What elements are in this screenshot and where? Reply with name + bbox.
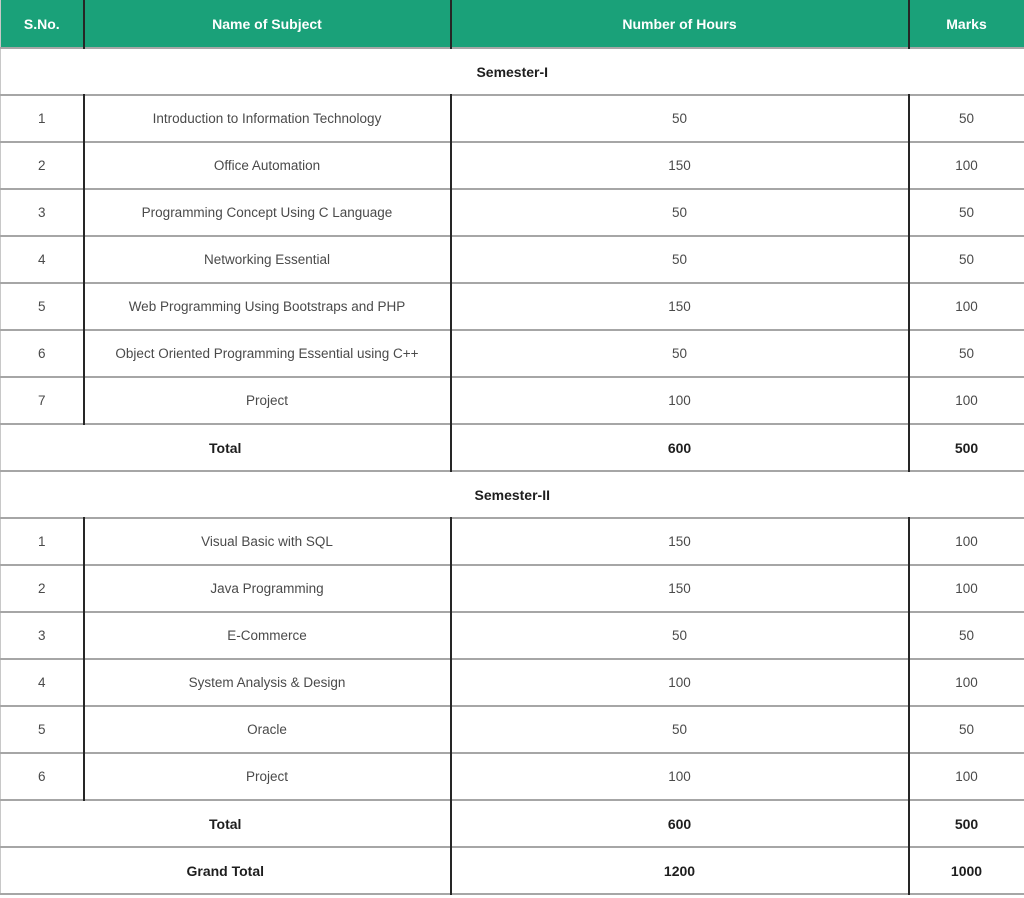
cell-subject: Web Programming Using Bootstraps and PHP: [84, 283, 451, 330]
cell-hours: 150: [451, 518, 909, 565]
cell-subject: Java Programming: [84, 565, 451, 612]
cell-marks: 100: [909, 565, 1024, 612]
cell-sno: 6: [1, 330, 84, 377]
cell-subject: Office Automation: [84, 142, 451, 189]
cell-marks: 50: [909, 706, 1024, 753]
cell-sno: 4: [1, 236, 84, 283]
table-row: [1, 142, 1024, 189]
cell-sno: 5: [1, 283, 84, 330]
cell-hours: 50: [451, 95, 909, 142]
column-header-sno: S.No.: [1, 0, 84, 48]
section-header-semester-2: [1, 471, 1024, 518]
table-row: [1, 659, 1024, 706]
cell-subject: Oracle: [84, 706, 451, 753]
header-row: [1, 0, 1024, 48]
cell-hours: 50: [451, 612, 909, 659]
table-row: [1, 565, 1024, 612]
table-row: [1, 518, 1024, 565]
total-marks: 500: [909, 424, 1024, 471]
grand-total-label: Grand Total: [1, 847, 451, 894]
column-header-subject: Name of Subject: [84, 0, 451, 48]
table-row: [1, 189, 1024, 236]
section-header-semester-1: [1, 48, 1024, 95]
table-row: [1, 377, 1024, 424]
section-title: Semester-I: [476, 63, 549, 80]
cell-sno: 3: [1, 189, 84, 236]
column-header-marks: Marks: [909, 0, 1024, 48]
cell-hours: 100: [451, 753, 909, 800]
cell-hours: 50: [451, 189, 909, 236]
cell-hours: 150: [451, 283, 909, 330]
cell-marks: 100: [909, 518, 1024, 565]
cell-subject: Object Oriented Programming Essential using C++: [84, 330, 451, 377]
table-row: [1, 236, 1024, 283]
cell-sno: 7: [1, 377, 84, 424]
table-row: [1, 95, 1024, 142]
total-marks: 500: [909, 800, 1024, 847]
cell-marks: 50: [909, 236, 1024, 283]
cell-hours: 50: [451, 330, 909, 377]
cell-hours: 50: [451, 706, 909, 753]
cell-hours: 100: [451, 659, 909, 706]
cell-sno: 2: [1, 142, 84, 189]
table-row: [1, 330, 1024, 377]
grand-total-hours: 1200: [451, 847, 909, 894]
cell-marks: 100: [909, 659, 1024, 706]
cell-marks: 100: [909, 753, 1024, 800]
cell-sno: 3: [1, 612, 84, 659]
column-header-hours: Number of Hours: [451, 0, 909, 48]
cell-marks: 100: [909, 283, 1024, 330]
semester-2-total-row: [1, 800, 1024, 847]
cell-sno: 5: [1, 706, 84, 753]
cell-subject: Networking Essential: [84, 236, 451, 283]
total-hours: 600: [451, 424, 909, 471]
cell-sno: 1: [1, 518, 84, 565]
total-label: Total: [1, 424, 451, 471]
cell-subject: Project: [84, 753, 451, 800]
cell-marks: 100: [909, 142, 1024, 189]
cell-marks: 100: [909, 377, 1024, 424]
section-title: Semester-II: [474, 486, 550, 503]
cell-marks: 50: [909, 612, 1024, 659]
cell-subject: E-Commerce: [84, 612, 451, 659]
grand-total-row: [1, 847, 1024, 894]
cell-marks: 50: [909, 95, 1024, 142]
cell-marks: 50: [909, 330, 1024, 377]
cell-sno: 6: [1, 753, 84, 800]
cell-subject: Project: [84, 377, 451, 424]
total-label: Total: [1, 800, 451, 847]
cell-subject: Programming Concept Using C Language: [84, 189, 451, 236]
cell-sno: 4: [1, 659, 84, 706]
total-hours: 600: [451, 800, 909, 847]
cell-hours: 50: [451, 236, 909, 283]
table-row: [1, 706, 1024, 753]
semester-1-total-row: [1, 424, 1024, 471]
table-row: [1, 283, 1024, 330]
grand-total-marks: 1000: [909, 847, 1024, 894]
cell-sno: 2: [1, 565, 84, 612]
table-row: [1, 612, 1024, 659]
cell-subject: Visual Basic with SQL: [84, 518, 451, 565]
table-row: [1, 753, 1024, 800]
cell-hours: 150: [451, 142, 909, 189]
cell-sno: 1: [1, 95, 84, 142]
cell-marks: 50: [909, 189, 1024, 236]
cell-subject: Introduction to Information Technology: [84, 95, 451, 142]
cell-hours: 150: [451, 565, 909, 612]
cell-subject: System Analysis & Design: [84, 659, 451, 706]
cell-hours: 100: [451, 377, 909, 424]
